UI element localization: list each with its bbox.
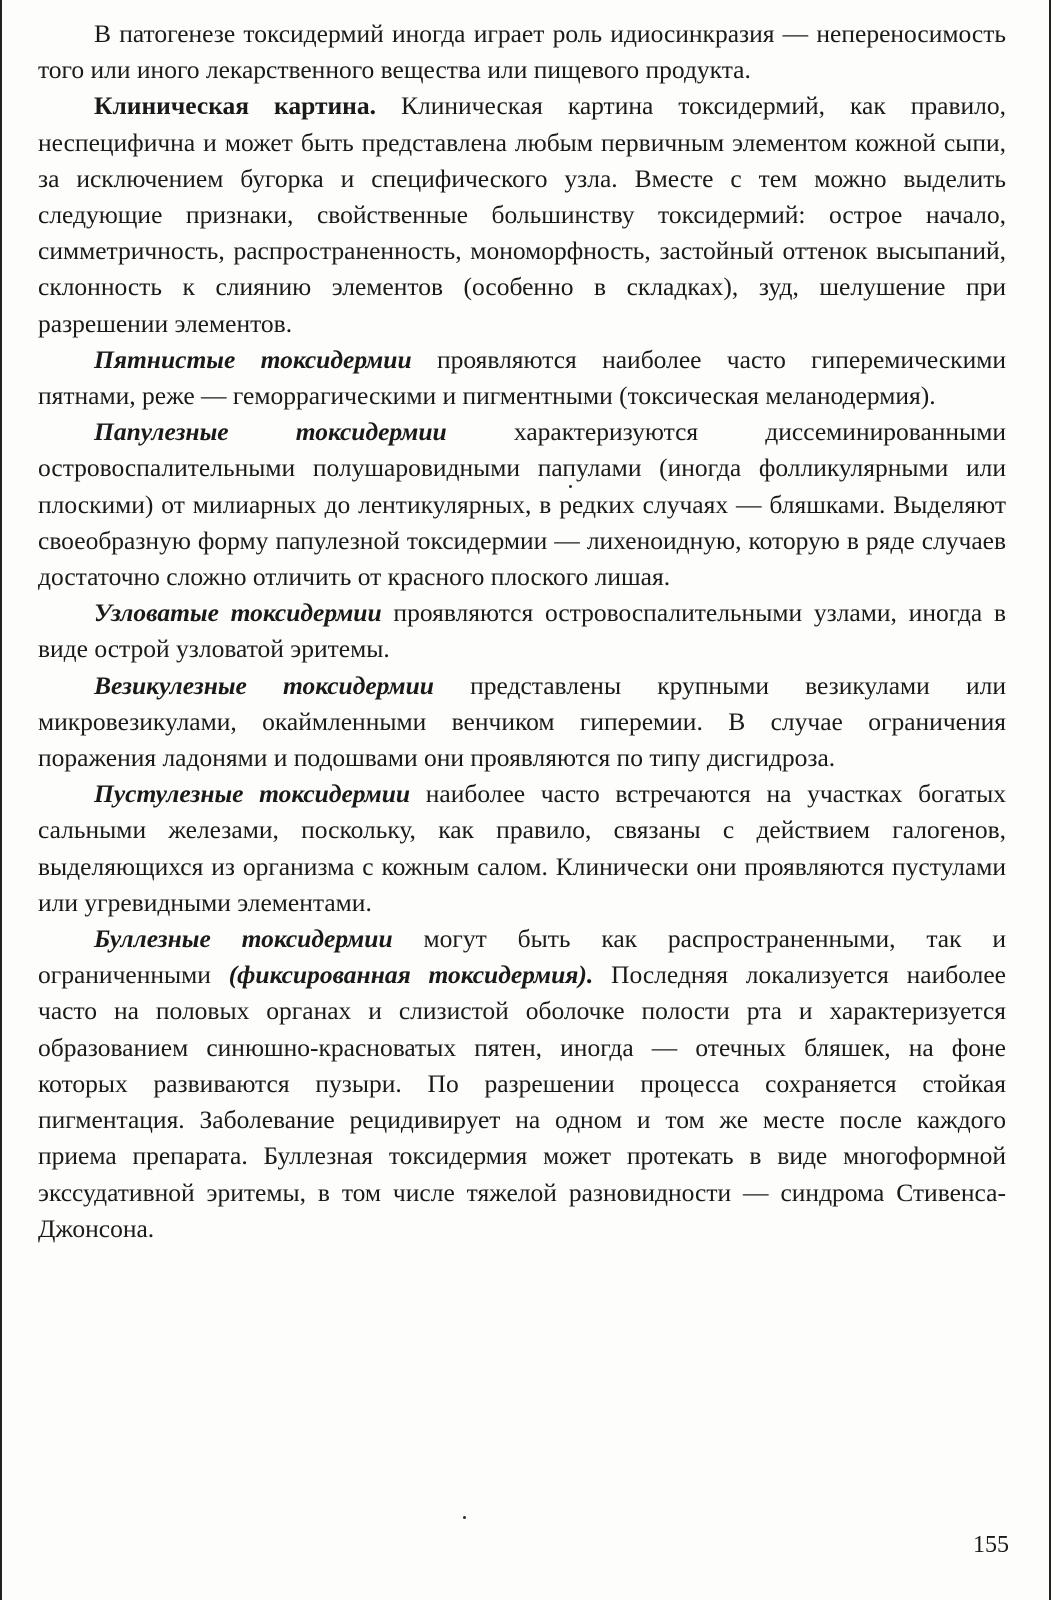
term-macular-toxidermia: Пятнистые токсидермии (94, 344, 412, 374)
page-number: 155 (973, 1532, 1009, 1558)
paragraph-intro (38, 16, 1006, 88)
paragraph-macular (38, 342, 1006, 414)
scan-speck (569, 485, 572, 488)
term-papular-toxidermia: Папулезные токсидермии (94, 417, 447, 447)
paragraph-vesicular (38, 668, 1006, 777)
paragraph-intro-text: В патогенезе токсидермий иногда играет роль идиосинкразия — непереносимость того или иного лекарственного вещества или пищевого продукта. (38, 19, 1006, 85)
paragraph-pustular (38, 776, 1006, 921)
paragraph-nodular-text: проявляются островоспалительными узлами, иногда в виде острой узловатой эритемы. (38, 598, 1006, 664)
paragraph-clinical-picture (38, 88, 1006, 341)
paragraph-bullous-text-start: могут быть как распространенными, так и ограниченными (38, 924, 1006, 990)
paragraph-bullous (38, 921, 1006, 1247)
term-nodular-toxidermia: Узловатые токсидермии (94, 598, 382, 628)
paragraph-bullous-text-end: Последняя локализуется наиболее часто на половых органах и слизистой оболочке полости рта и характеризуется образованием синюшно-красноватых пятен, иногда — отечных бляшек, на фоне которых развиваются пузыри. По разрешении процесса сохраняется стойкая пигментация. Заболевание рецидивирует на одном и том же месте после каждого приема препарата. Буллезная токсидермия может протекать в виде многоформной экссудативной эритемы, в том числе тяжелой разновидности — синдрома Стивенса-Джонсона. (38, 960, 1006, 1243)
term-vesicular-toxidermia: Везикулезные токсидермии (94, 670, 434, 700)
term-fixed-toxidermia: (фиксированная токсидермия). (228, 960, 594, 990)
paragraph-clinical-picture-text: Клиническая картина токсидермий, как правило, неспецифична и может быть представлена любым первичным элементом кожной сыпи, за исключением бугорка и специфического узла. Вместе с тем можно выделить следующие признаки, свойственные большинству токсидермий: острое начало, симметричность, распространенность, мономорфность, застойный оттенок высыпаний, склонность к слиянию элементов (особенно в складках), зуд, шелушение при разрешении элементов. (38, 91, 1006, 338)
page-body-text (38, 16, 1006, 1247)
paragraph-papular-text: характеризуются диссеминированными островоспалительными полушаровидными папулами (иногда фолликулярными или плоскими) от милиарных до лентикулярных, в редких случаях — бляшками. Выделяют своеобразную форму папулезной токсидермии — лихеноидную, которую в ряде случаев достаточно сложно отличить от красного плоского лишая. (38, 417, 1006, 592)
section-heading-clinical-picture: Клиническая картина. (94, 91, 376, 121)
term-pustular-toxidermia: Пустулезные токсидермии (94, 779, 411, 809)
term-bullous-toxidermia: Буллезные токсидермии (94, 924, 393, 954)
paragraph-vesicular-text: представлены крупными везикулами или микровезикулами, окаймленными венчиком гиперемии. В случае ограничения поражения ладонями и подошвами они проявляются по типу дисгидроза. (38, 670, 1006, 773)
scan-speck (463, 1516, 466, 1519)
paragraph-pustular-text: наиболее часто встречаются на участках богатых сальными железами, поскольку, как правило, связаны с действием галогенов, выделяющихся из организма с кожным салом. Клинически они проявляются пустулами или угревидными элементами. (38, 779, 1006, 917)
paragraph-macular-text: проявляются наиболее часто гиперемическими пятнами, реже — геморрагическими и пигментными (токсическая меланодермия). (38, 344, 1006, 411)
paragraph-nodular (38, 595, 1006, 667)
paragraph-papular (38, 414, 1006, 595)
